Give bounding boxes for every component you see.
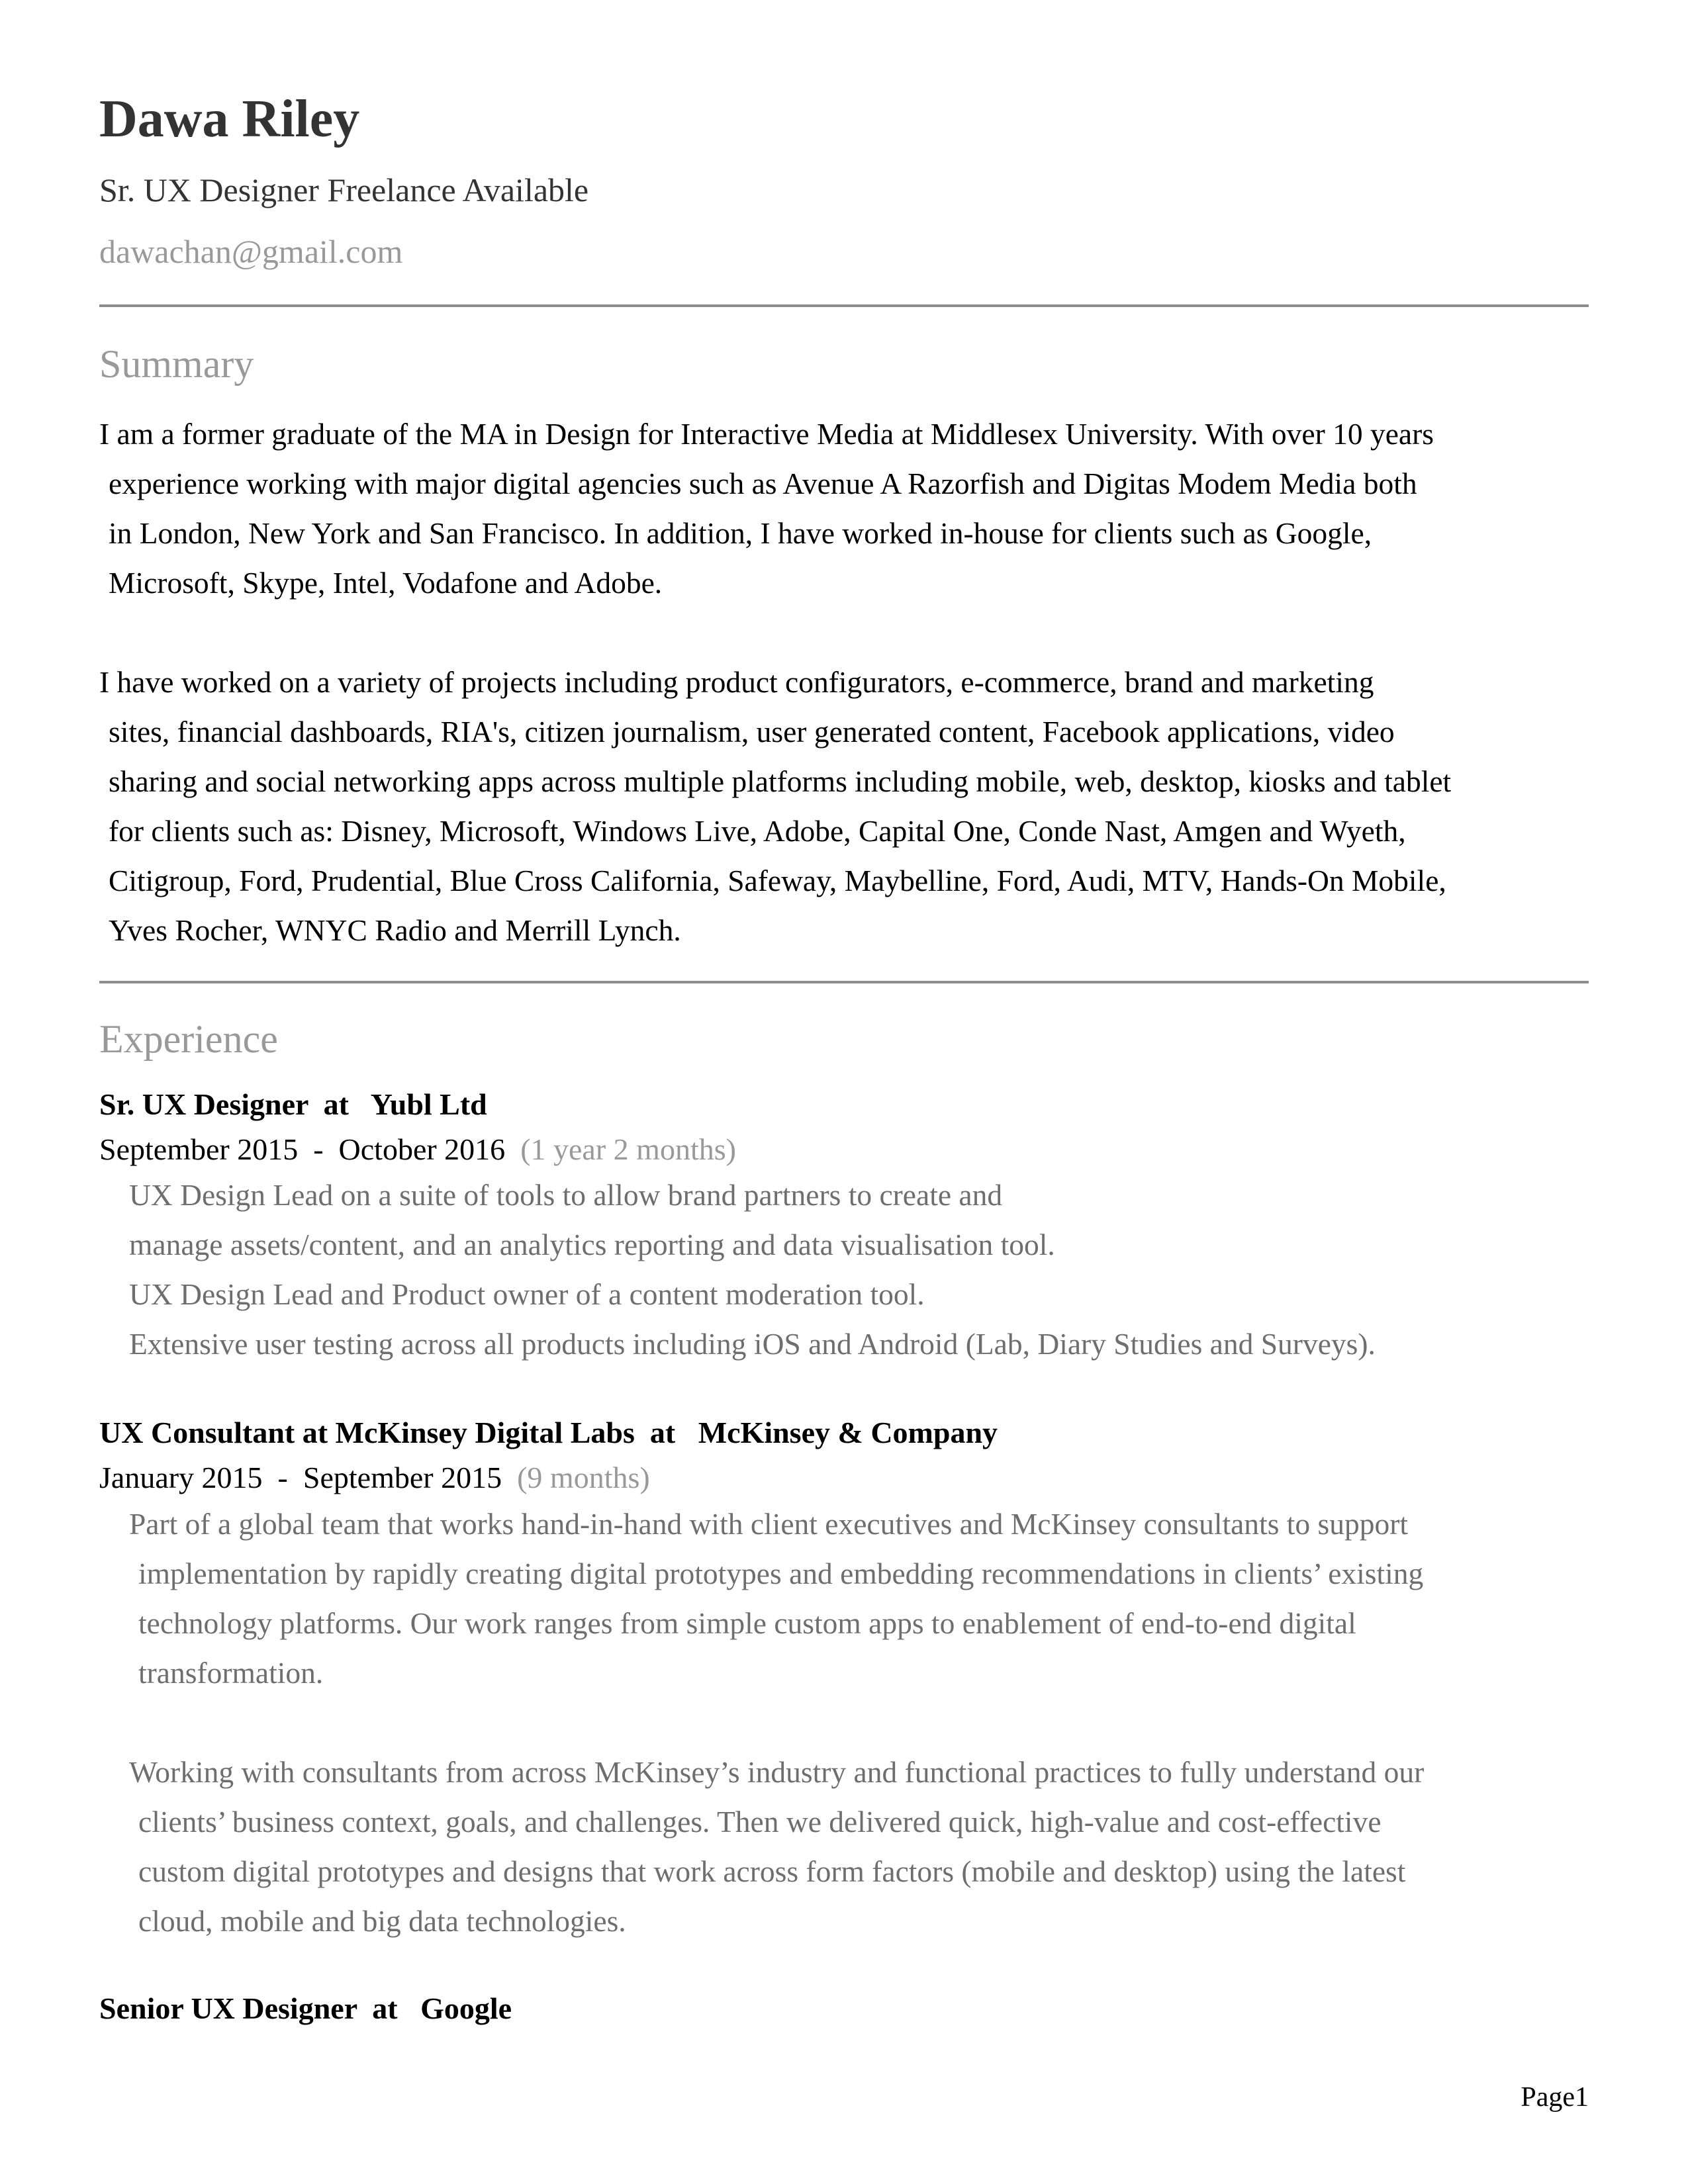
job-description-line: UX Design Lead and Product owner of a content moderation tool. [129,1277,925,1311]
job-description-line: Part of a global team that works hand-in-hand with client executives and McKinsey consultants to support [129,1507,1409,1541]
job-dates [99,1463,650,1493]
job-description-line: transformation. [138,1656,324,1690]
job-description-line: cloud, mobile and big data technologies. [138,1904,626,1938]
job-description-line: Extensive user testing across all products including iOS and Android (Lab, Diary Studies and Surveys). [129,1327,1376,1361]
job-description [129,1499,1589,1698]
summary-line: Yves Rocher, WNYC Radio and Merrill Lynch. [109,913,681,947]
summary-line: sharing and social networking apps across multiple platforms including mobile, web, desktop, kiosks and tablet [109,764,1452,798]
job-title: Senior UX Designer at Google [99,1991,512,2025]
summary-heading: Summary [99,342,254,386]
summary-line: experience working with major digital agencies such as Avenue A Razorfish and Digitas Modem Media both [109,467,1417,500]
experience-heading: Experience [99,1017,278,1061]
job-description-line: clients’ business context, goals, and challenges. Then we delivered quick, high-value and cost-effective [138,1805,1382,1839]
job-title: Sr. UX Designer at Yubl Ltd [99,1087,487,1121]
summary-line: sites, financial dashboards, RIA's, citizen journalism, user generated content, Facebook applications, video [109,715,1395,749]
summary-paragraph-2 [99,657,1589,955]
summary-paragraph-1 [99,409,1589,608]
summary-line: Citigroup, Ford, Prudential, Blue Cross California, Safeway, Maybelline, Ford, Audi, MTV, Hands-On Mobile, [109,864,1446,897]
job-dates [99,1134,736,1165]
job-description-line: Working with consultants from across McKinsey’s industry and functional practices to fully understand our [129,1755,1425,1789]
page-number: Page1 [1521,2082,1589,2113]
summary-line: in London, New York and San Francisco. In addition, I have worked in-house for clients such as Google, [109,516,1372,550]
summary-line: I am a former graduate of the MA in Design for Interactive Media at Middlesex University. With over 10 years [99,417,1434,451]
job-description-line: manage assets/content, and an analytics reporting and data visualisation tool. [129,1228,1055,1261]
job-date-range: September 2015 - October 2016 [99,1132,513,1166]
section-divider [99,304,1589,307]
summary-line: I have worked on a variety of projects including product configurators, e-commerce, brand and marketing [99,665,1374,699]
job-description-line: UX Design Lead on a suite of tools to allow brand partners to create and [129,1178,1003,1212]
job-title: UX Consultant at McKinsey Digital Labs at McKinsey & Company [99,1416,998,1449]
job-description [129,1747,1589,1946]
job-date-range: January 2015 - September 2015 [99,1461,510,1494]
candidate-name: Dawa Riley [99,90,360,148]
summary-line: Microsoft, Skype, Intel, Vodafone and Adobe. [109,566,663,600]
candidate-email: dawachan@gmail.com [99,233,403,270]
job-description-line: implementation by rapidly creating digital prototypes and embedding recommendations in clients’ existing [138,1557,1424,1590]
section-divider [99,981,1589,983]
summary-line: for clients such as: Disney, Microsoft, Windows Live, Adobe, Capital One, Conde Nast, Amgen and Wyeth, [109,814,1406,848]
candidate-headline: Sr. UX Designer Freelance Available [99,171,589,208]
job-description [129,1170,1589,1369]
job-duration: (9 months) [509,1461,650,1494]
job-description-line: technology platforms. Our work ranges from simple custom apps to enablement of end-to-end digital [138,1606,1356,1640]
job-description-line: custom digital prototypes and designs that work across form factors (mobile and desktop) using the latest [138,1854,1406,1888]
job-duration: (1 year 2 months) [512,1132,736,1166]
resume-page [99,0,1589,2184]
